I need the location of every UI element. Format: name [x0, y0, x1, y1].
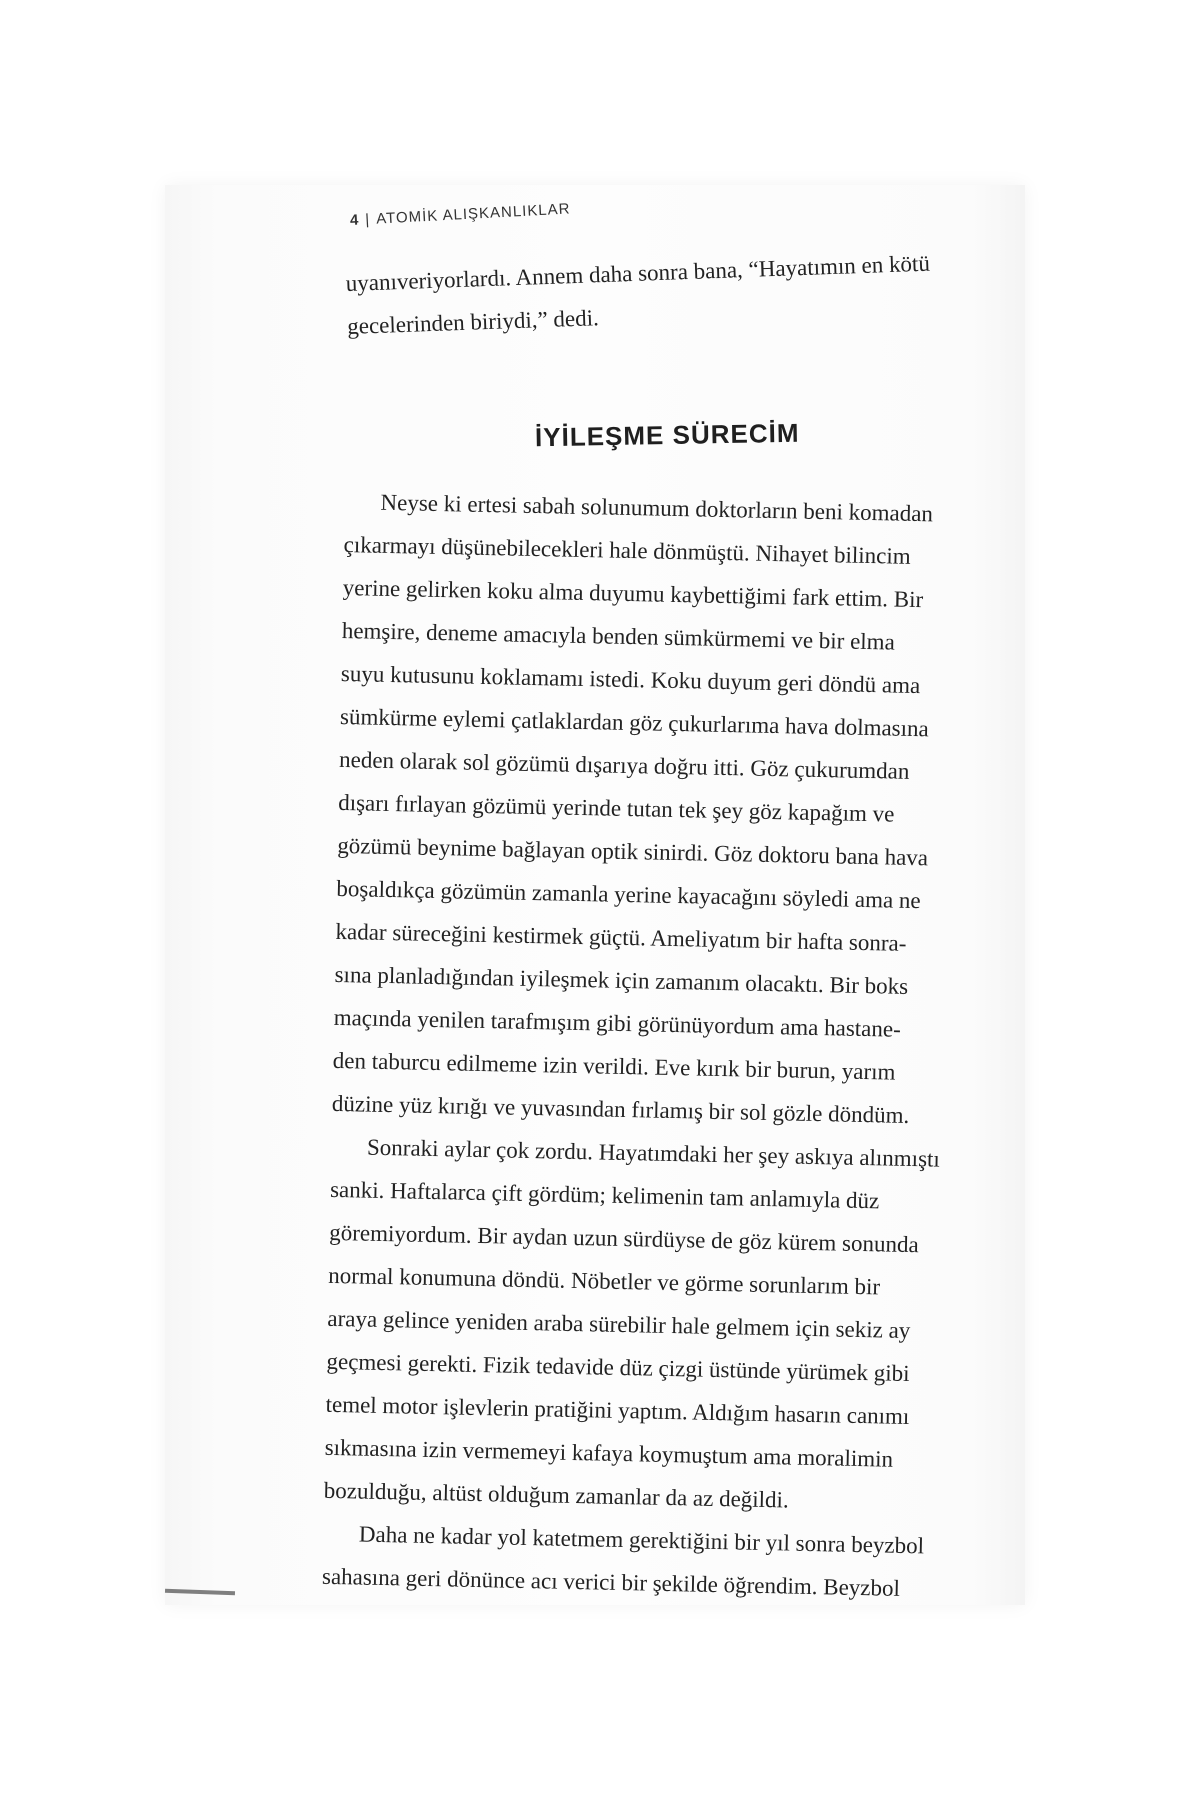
text-line: sına planladığından iyileşmek için zamanım olacaktı. Bir boks — [334, 961, 909, 999]
header-separator: | — [364, 210, 371, 229]
text-line: sıkmasına izin vermemeyi kafaya koymuştum ama moralimin — [324, 1434, 894, 1472]
text-line: normal konumuna döndü. Nöbetler ve görme sorunlarım bir — [328, 1262, 881, 1300]
text-line: çıkarmayı düşünebilecekleri hale dönmüştü. Nihayet bilincim — [343, 531, 911, 569]
text-line: den taburcu edilmeme izin verildi. Eve kırık bir burun, yarım — [332, 1047, 896, 1085]
text-line: düzine yüz kırığı ve yuvasından fırlamış bir sol gözle döndüm. — [331, 1090, 910, 1128]
text-line: neden olarak sol gözümü dışarıya doğru itti. Göz çukurumdan — [338, 746, 910, 784]
text-line: geçmesi gerekti. Fizik tedavide düz çizgi üstünde yürümek gibi — [326, 1348, 910, 1387]
text-line: suyu kutusunu koklamamı istedi. Koku duyum geri döndü ama — [340, 660, 921, 699]
text-line: sahasına geri dönünce acı verici bir şekilde öğrendim. Beyzbol — [321, 1563, 901, 1601]
text-line: temel motor işlevlerin pratiğini yaptım. Aldığım hasarın canımı — [325, 1391, 910, 1430]
page-number: 4 — [349, 211, 360, 229]
text-line: Neyse ki ertesi sabah solunumum doktorların beni komadan — [380, 489, 934, 527]
section-title: İYİLEŞME SÜRECİM — [534, 417, 800, 453]
body-text — [322, 480, 1017, 1612]
text-line: boşaldıkça gözümün zamanla yerine kayacağını söyledi ama ne — [336, 875, 921, 914]
text-line: göremiyordum. Bir aydan uzun sürdüyse de göz kürem sonunda — [328, 1219, 919, 1258]
text-line: gözümü beynime bağlayan optik sinirdi. Göz doktoru bana hava — [337, 832, 929, 871]
text-line: araya gelince yeniden araba sürebilir hale gelmem için sekiz ay — [327, 1305, 911, 1344]
text-line: gecelerinden biriydi,” dedi. — [346, 305, 600, 339]
text-line: Daha ne kadar yol katetmem gerektiğini bir yıl sonra beyzbol — [358, 1521, 925, 1559]
book-title: ATOMİK ALIŞKANLIKLAR — [375, 200, 571, 228]
text-line: sümkürme eylemi çatlaklardan göz çukurlarıma hava dolmasına — [339, 703, 930, 742]
text-line: hemşire, deneme amacıyla benden sümkürmemi ve bir elma — [341, 617, 896, 655]
text-line: maçında yenilen tarafmışım gibi görünüyordum ama hastane- — [333, 1004, 902, 1042]
text-line: uyanıveriyorlardı. Annem daha sonra bana, “Hayatımın en kötü — [345, 250, 931, 296]
text-line: yerine gelirken koku alma duyumu kaybettiğimi fark ettim. Bir — [342, 574, 924, 613]
text-line: bozulduğu, altüst olduğum zamanlar da az değildi. — [323, 1477, 789, 1513]
text-line: Sonraki aylar çok zordu. Hayatımdaki her şey askıya alınmıştı — [366, 1134, 941, 1172]
text-line: sanki. Haftalarca çift gördüm; kelimenin tam anlamıyla düz — [329, 1176, 880, 1214]
text-line: dışarı fırlayan gözümü yerinde tutan tek şey göz kapağım ve — [337, 789, 895, 827]
text-line: kadar süreceğini kestirmek güçtü. Ameliyatım bir hafta sonra- — [335, 918, 907, 956]
